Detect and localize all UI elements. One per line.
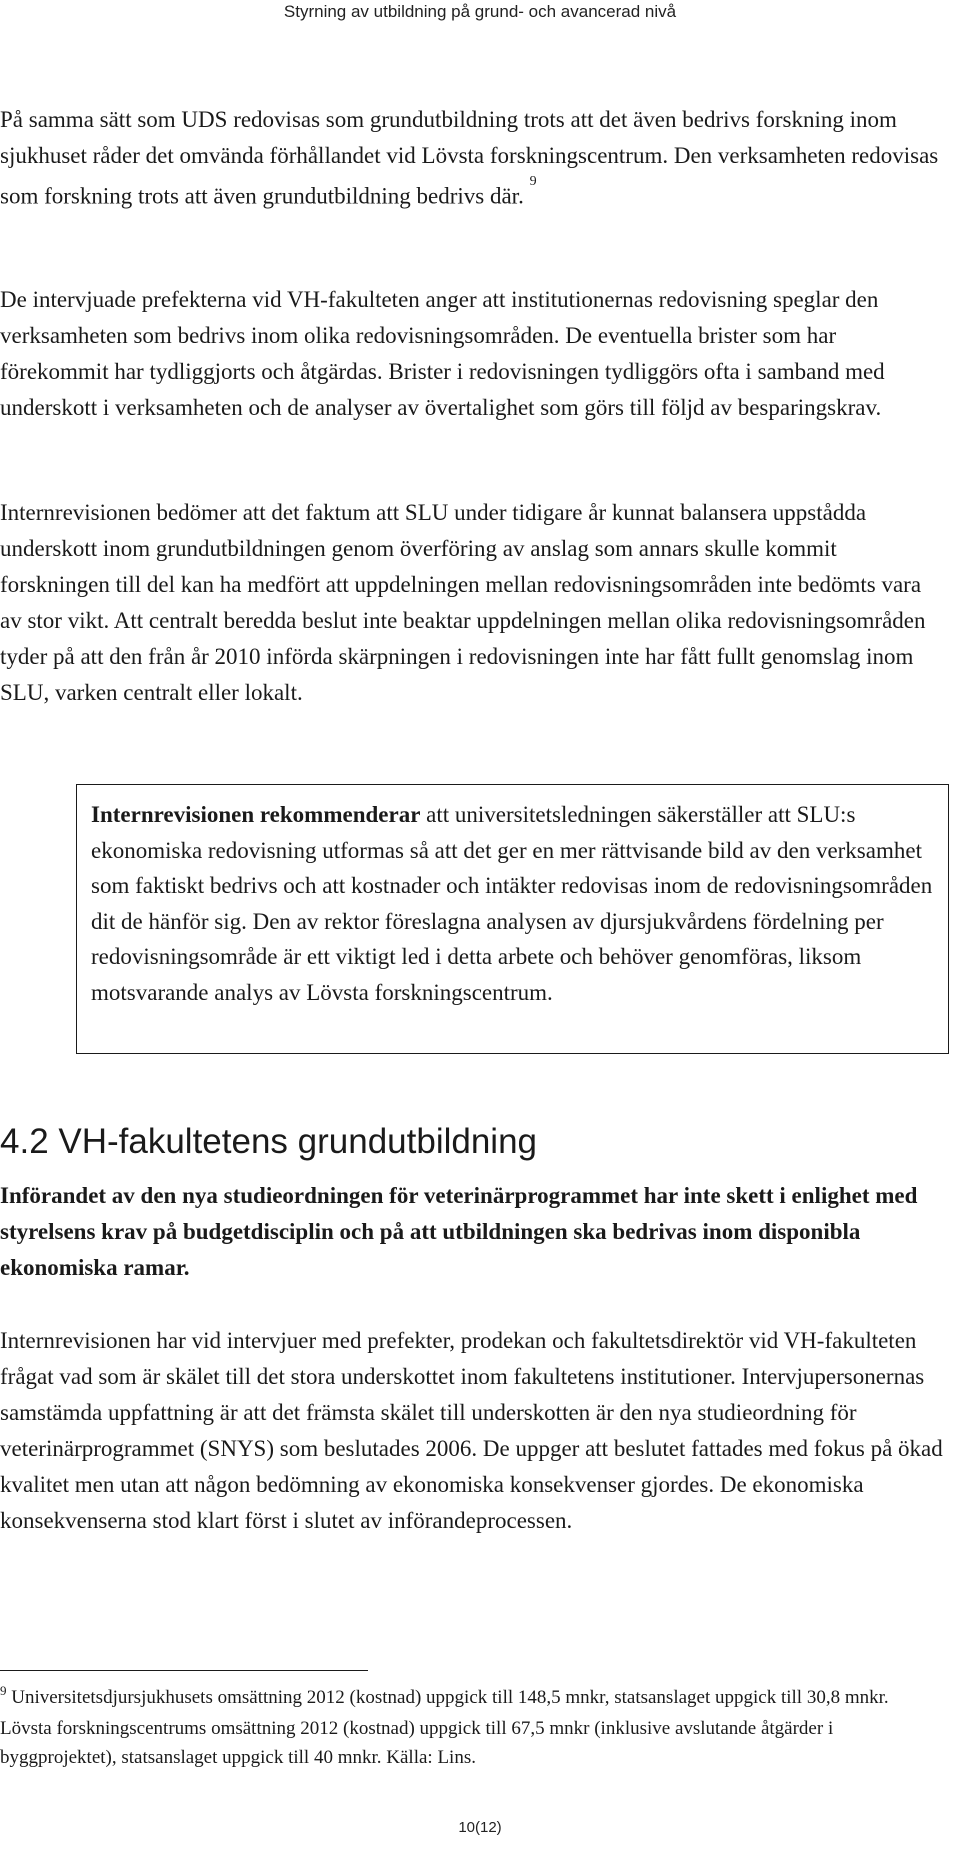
footnote-divider <box>0 1670 368 1671</box>
running-header: Styrning av utbildning på grund- och avancerad nivå <box>283 2 677 21</box>
section-lead: Införandet av den nya studieordningen för veterinärprogrammet har inte skett i enlighet med styrelsens krav på budgetdisciplin och på att utbildningen ska bedrivas inom disponibla ekonomiska ramar. <box>0 1183 918 1280</box>
paragraph-assessment: Internrevisionen bedömer att det faktum att SLU under tidigare år kunnat balansera uppstådda underskott inom grundutbildningen genom överföring av anslag som annars skulle kommit forskningen till del kan ha medfört att uppdelningen mellan redovisningsområden inte bedömts vara av stor vikt. Att centralt beredda beslut inte beaktar uppdelningen mellan olika redovisningsområden tyder på att den från år 2010 införda skärpningen i redovisningen inte har fått fullt genomslag inom SLU, varken centralt eller lokalt. <box>0 500 926 705</box>
footnote-number: 9 <box>0 1683 7 1698</box>
paragraph-interviews: Internrevisionen har vid intervjuer med prefekter, prodekan och fakultetsdirektör vid VH-fakulteten frågat vad som är skälet till det stora underskottet inom fakultetens institutioner. Intervjupersonernas samstämda uppfattning är att det främsta skälet till underskotten är den nya studieordning för veterinärprogrammet (SNYS) som beslutades 2006. De uppger att beslutet fattades med fokus på ökad kvalitet men utan att någon bedömning av ekonomiska konsekvenser gjordes. De ekonomiska konsekvenserna stod klart först i slutet av införandeprocessen. <box>0 1328 943 1533</box>
paragraph-lovsta <box>0 102 945 215</box>
page-number: 10(12) <box>458 1819 502 1836</box>
recommendation-box <box>76 784 949 1054</box>
section-heading: 4.2 VH-fakultetens grundutbildning <box>0 1122 538 1161</box>
recommendation-text: att universitetsledningen säkerställer att SLU:s ekonomiska redovisning utformas så att det ger en mer rättvisande bild av den verksamhet som faktiskt bedrivs och att kostnader och intäkter redovisas inom de redovisningsområden dit de hänför sig. Den av rektor föreslagna analysen av djursjukvårdens fördelning per redovisningsområde är ett viktigt led i detta arbete och behöver genomföras, liksom motsvarande analys av Lövsta forskningscentrum. <box>91 802 933 1005</box>
footnote-text: Universitetsdjursjukhusets omsättning 2012 (kostnad) uppgick till 148,5 mnkr, statsanslaget uppgick till 30,8 mnkr. Lövsta forskningscentrums omsättning 2012 (kostnad) uppgick till 67,5 mnkr (inklusive avslutande åtgärder i byggprojektet), statsanslaget uppgick till 40 mnkr. Källa: Lins. <box>0 1687 889 1768</box>
recommendation-lead: Internrevisionen rekommenderar <box>91 802 421 827</box>
paragraph-text: På samma sätt som UDS redovisas som grundutbildning trots att det även bedrivs forskning inom sjukhuset råder det omvända förhållandet vid Lövsta forskningscentrum. Den verksamheten redovisas som forskning trots att även grundutbildning bedrivs där. <box>0 107 939 209</box>
footnote <box>0 1683 945 1773</box>
footnote-reference[interactable]: 9 <box>529 174 537 189</box>
paragraph-prefects: De intervjuade prefekterna vid VH-fakulteten anger att institutionernas redovisning speglar den verksamheten som bedrivs inom olika redovisningsområden. De eventuella brister som har förekommit har tydliggjorts och åtgärdas. Brister i redovisningen tydliggörs ofta i samband med underskott i verksamheten och de analyser av övertalighet som görs till följd av besparingskrav. <box>0 287 885 420</box>
